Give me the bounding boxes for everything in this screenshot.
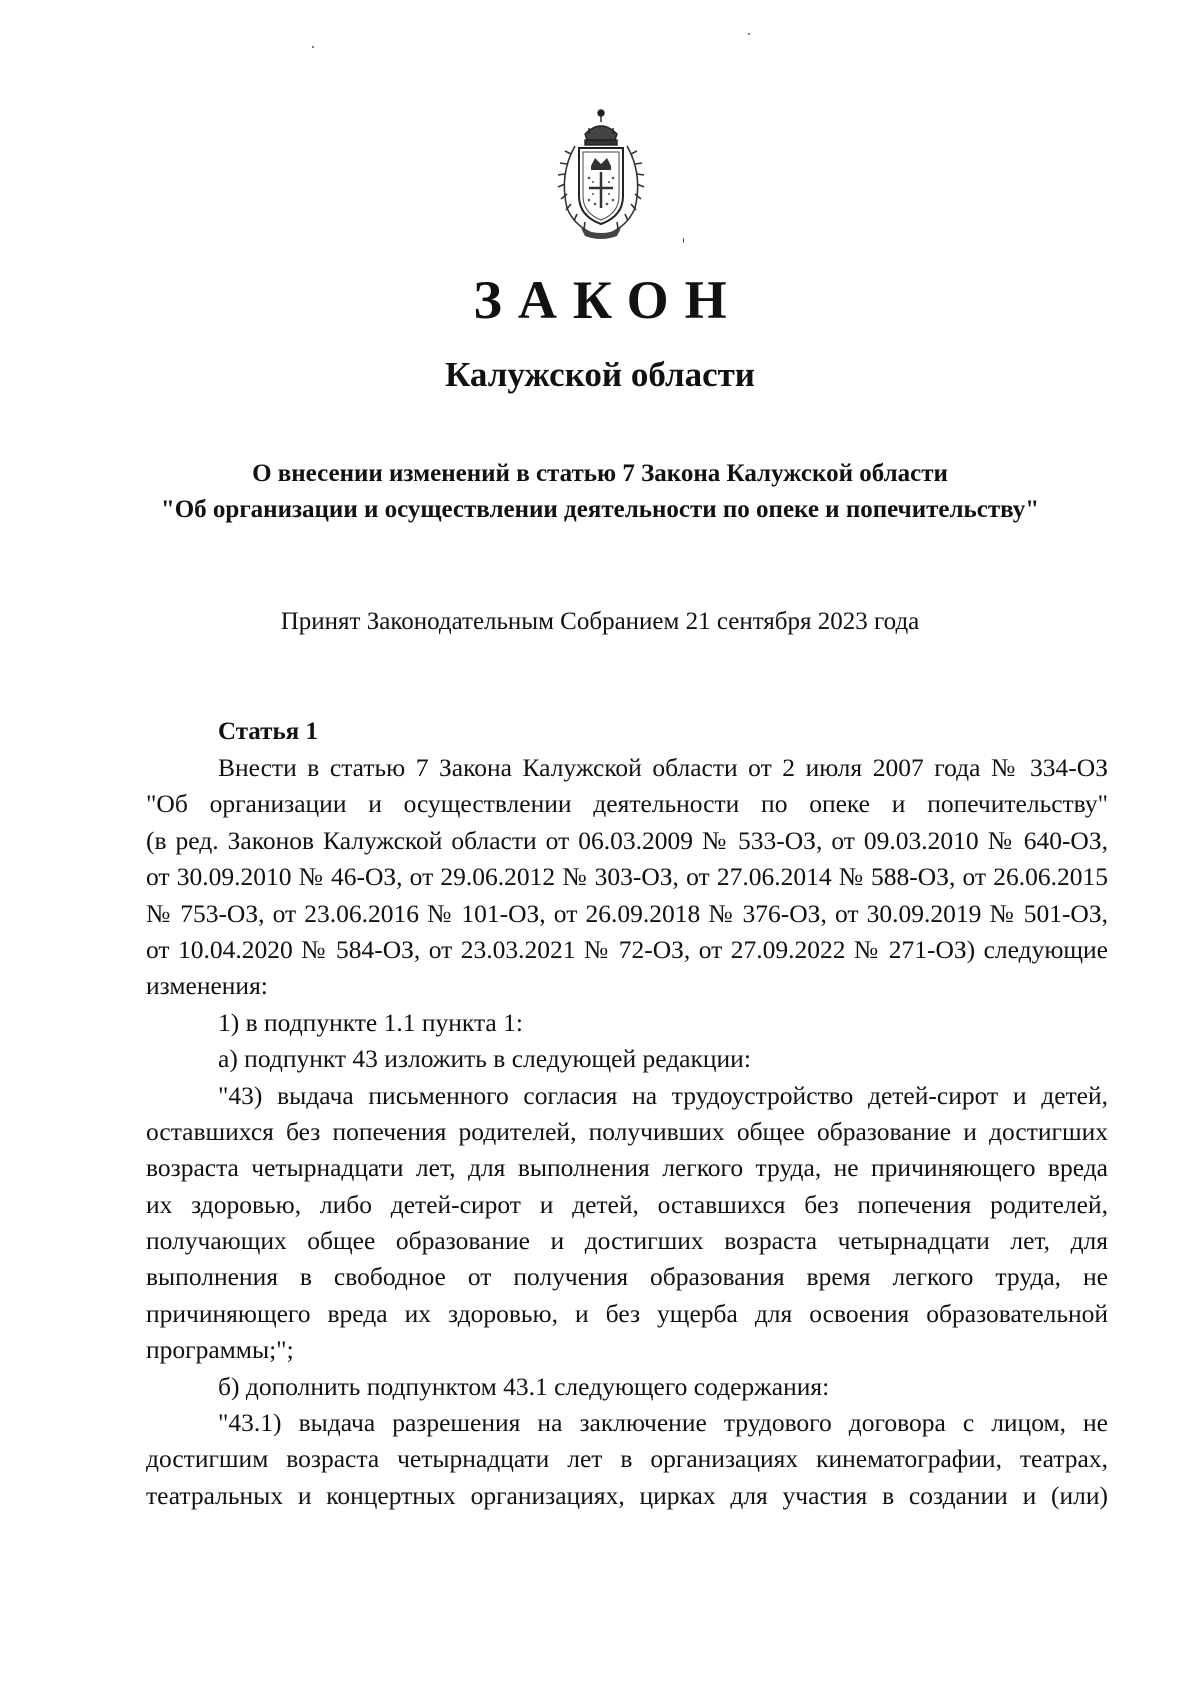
text-line: "43.1) выдача разрешения на заключение трудового договора с лицом, не: [218, 1408, 1108, 1438]
scan-speck: [748, 33, 750, 35]
text-line: "Об организации и осуществлении деятельности по опеке и попечительству": [146, 789, 1108, 819]
text-line: театральных и концертных организациях, цирках для участия в создании и (или): [146, 1480, 1108, 1510]
text-line: от 10.04.2020 № 584-ОЗ, от 23.03.2021 № 72-ОЗ, от 27.09.2022 № 271-ОЗ) следующие: [146, 934, 1108, 964]
document-subtitle: Калужской области: [445, 355, 755, 394]
text-line: от 30.09.2010 № 46-ОЗ, от 29.06.2012 № 303-ОЗ, от 27.06.2014 № 588-ОЗ, от 26.06.2015: [146, 862, 1108, 892]
text-line: их здоровью, либо детей-сирот и детей, оставшихся без попечения родителей,: [146, 1189, 1108, 1219]
scan-speck: [312, 46, 314, 48]
text-line: "43) выдача письменного согласия на трудоустройство детей-сирот и детей,: [218, 1080, 1108, 1110]
text-line: причиняющего вреда их здоровью, и без ущерба для освоения образовательной: [146, 1298, 1108, 1328]
text-line: а) подпункт 43 изложить в следующей редакции:: [218, 1044, 751, 1074]
article-body: [146, 750, 1108, 1514]
law-name-line: О внесении изменений в статью 7 Закона Калужской области: [252, 460, 948, 487]
adoption-note: Принят Законодательным Собранием 21 сентября 2023 года: [280, 608, 920, 635]
text-line: достигшим возраста четырнадцати лет в организациях кинематографии, театрах,: [146, 1444, 1108, 1474]
text-line: программы;";: [146, 1335, 294, 1365]
text-line: возраста четырнадцати лет, для выполнения легкого труда, не причиняющего вреда: [146, 1153, 1108, 1183]
text-line: получающих общее образование и достигших возраста четырнадцати лет, для: [146, 1226, 1108, 1256]
text-line: (в ред. Законов Калужской области от 06.03.2009 № 533-ОЗ, от 09.03.2010 № 640-ОЗ,: [146, 825, 1108, 855]
text-line: б) дополнить подпунктом 43.1 следующего содержания:: [218, 1371, 830, 1401]
text-line: изменения:: [146, 971, 268, 1001]
scan-speck: [683, 238, 684, 243]
coat-of-arms-icon: [545, 104, 657, 244]
text-line: выполнения в свободное от получения образования время легкого труда, не: [146, 1262, 1108, 1292]
law-name: [0, 456, 1200, 528]
article-heading: Статья 1: [218, 718, 318, 745]
text-line: № 753-ОЗ, от 23.06.2016 № 101-ОЗ, от 26.09.2018 № 376-ОЗ, от 30.09.2019 № 501-ОЗ,: [146, 898, 1108, 928]
law-name-line: "Об организации и осуществлении деятельности по опеке и попечительству": [160, 496, 1040, 523]
document-title: ЗАКОН: [473, 270, 743, 330]
text-line: оставшихся без попечения родителей, получивших общее образование и достигших: [146, 1116, 1108, 1146]
text-line: 1) в подпункте 1.1 пункта 1:: [218, 1007, 523, 1037]
text-line: Внести в статью 7 Закона Калужской области от 2 июля 2007 года № 334-ОЗ: [218, 753, 1108, 782]
